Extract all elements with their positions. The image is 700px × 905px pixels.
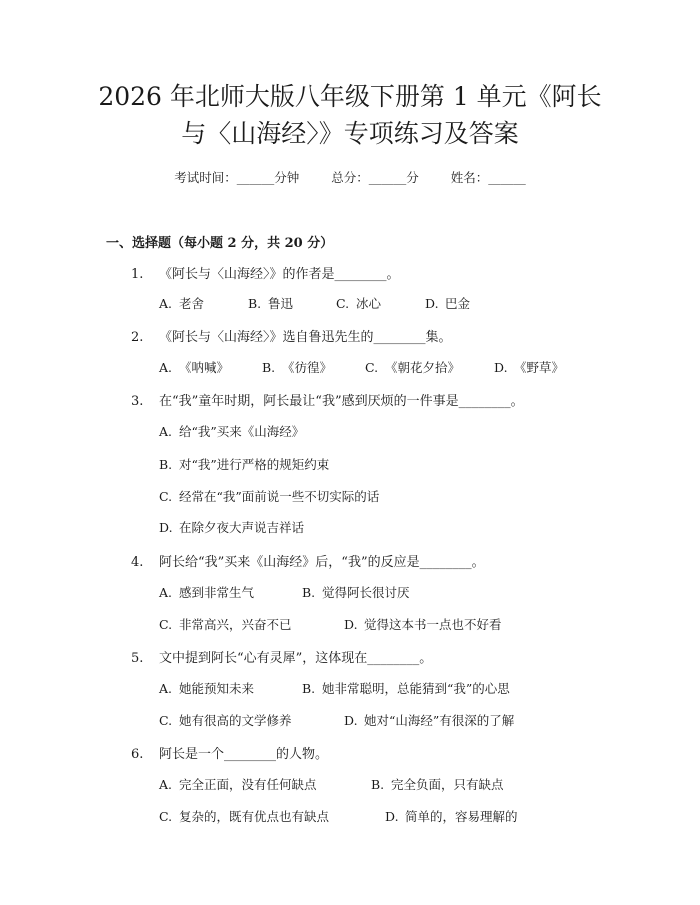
option-4a: A. 感到非常生气 — [159, 585, 255, 600]
question-4 — [131, 551, 485, 570]
option-2a: A. 《呐喊》 — [159, 360, 230, 375]
option-1c: C. 冰心 — [336, 296, 382, 311]
option-5c: C. 她有很高的文学修养 — [159, 713, 292, 728]
question-6 — [131, 743, 328, 762]
option-1a: A. 老舍 — [159, 296, 205, 311]
section-title: 一、选择题（每小题 2 分，共 20 分） — [106, 236, 334, 251]
title-line-1: 2026 年北师大版八年级下册第 1 单元《阿长 — [98, 82, 602, 111]
title-line-2: 与〈山海经〉》专项练习及答案 — [181, 119, 519, 148]
question-number: 6. — [131, 747, 144, 762]
option-2b: B. 《彷徨》 — [262, 360, 333, 375]
option-6d: D. 简单的，容易理解的 — [385, 809, 518, 824]
question-5 — [131, 647, 432, 666]
option-2c: C. 《朝花夕拾》 — [365, 360, 461, 375]
question-text: 文中提到阿长“心有灵犀”，这体现在________。 — [159, 651, 433, 666]
option-1b: B. 鲁迅 — [248, 296, 294, 311]
question-1 — [131, 263, 400, 282]
exam-info — [0, 168, 700, 186]
option-6b: B. 完全负面，只有缺点 — [371, 777, 504, 792]
document-title — [0, 78, 700, 152]
question-text: 《阿长与〈山海经〉》选自鲁迅先生的________集。 — [159, 330, 452, 345]
question-2 — [131, 326, 452, 345]
question-number: 5. — [131, 651, 144, 666]
option-4c: C. 非常高兴，兴奋不已 — [159, 617, 292, 632]
option-2d: D. 《野草》 — [494, 360, 565, 375]
exam-name: 姓名：______ — [450, 170, 526, 185]
exam-time: 考试时间：______分钟 — [174, 170, 300, 185]
question-text: 在“我”童年时期，阿长最让“我”感到厌烦的一件事是________。 — [159, 394, 524, 409]
exam-score: 总分：______分 — [331, 170, 419, 185]
option-3c: C. 经常在“我”面前说一些不切实际的话 — [159, 489, 380, 504]
option-5a: A. 她能预知未来 — [159, 681, 255, 696]
option-4b: B. 觉得阿长很讨厌 — [302, 585, 410, 600]
option-1d: D. 巴金 — [425, 296, 471, 311]
question-number: 1. — [131, 267, 144, 282]
question-text: 阿长是一个________的人物。 — [159, 747, 329, 762]
option-4d: D. 觉得这本书一点也不好看 — [344, 617, 502, 632]
question-number: 2. — [131, 330, 144, 345]
option-5d: D. 她对“山海经”有很深的了解 — [344, 713, 515, 728]
option-3b: B. 对“我”进行严格的规矩约束 — [159, 457, 330, 472]
option-5b: B. 她非常聪明，总能猜到“我”的心思 — [302, 681, 510, 696]
question-3 — [131, 390, 524, 409]
question-text: 阿长给“我”买来《山海经》后，“我”的反应是________。 — [159, 555, 485, 570]
question-number: 3. — [131, 394, 144, 409]
option-3d: D. 在除夕夜大声说吉祥话 — [159, 520, 305, 535]
question-number: 4. — [131, 555, 144, 570]
question-text: 《阿长与〈山海经〉》的作者是________。 — [159, 267, 400, 282]
option-3a: A. 给“我”买来《山海经》 — [159, 424, 305, 439]
option-6c: C. 复杂的，既有优点也有缺点 — [159, 809, 330, 824]
option-6a: A. 完全正面，没有任何缺点 — [159, 777, 317, 792]
